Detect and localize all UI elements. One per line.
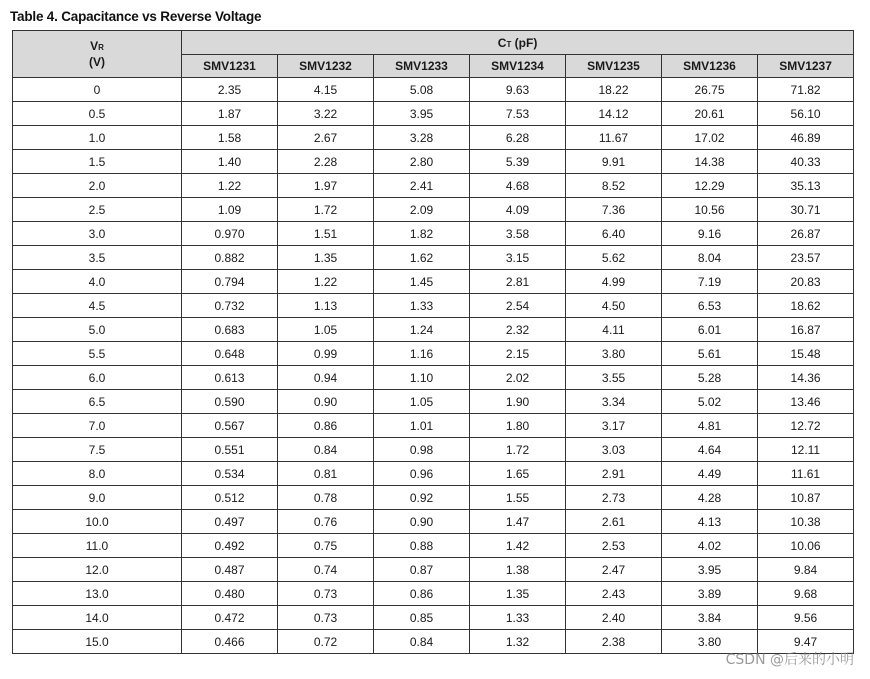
table-row <box>13 606 854 630</box>
vr-cell: 0.5 <box>13 102 182 126</box>
capacitance-cell: 1.42 <box>470 534 566 558</box>
capacitance-cell: 1.33 <box>374 294 470 318</box>
vr-cell: 5.5 <box>13 342 182 366</box>
table-row <box>13 246 854 270</box>
vr-cell: 3.5 <box>13 246 182 270</box>
capacitance-cell: 6.53 <box>662 294 758 318</box>
capacitance-cell: 7.36 <box>566 198 662 222</box>
capacitance-cell: 8.52 <box>566 174 662 198</box>
capacitance-cell: 4.68 <box>470 174 566 198</box>
capacitance-cell: 0.466 <box>182 630 278 654</box>
capacitance-cell: 0.84 <box>374 630 470 654</box>
capacitance-cell: 56.10 <box>758 102 854 126</box>
capacitance-cell: 1.62 <box>374 246 470 270</box>
capacitance-cell: 5.02 <box>662 390 758 414</box>
table-row <box>13 366 854 390</box>
capacitance-cell: 1.33 <box>470 606 566 630</box>
capacitance-cell: 1.38 <box>470 558 566 582</box>
vr-cell: 15.0 <box>13 630 182 654</box>
vr-cell: 0 <box>13 78 182 102</box>
capacitance-cell: 71.82 <box>758 78 854 102</box>
capacitance-cell: 9.84 <box>758 558 854 582</box>
capacitance-cell: 14.12 <box>566 102 662 126</box>
capacitance-cell: 1.97 <box>278 174 374 198</box>
capacitance-cell: 2.61 <box>566 510 662 534</box>
vr-cell: 1.5 <box>13 150 182 174</box>
capacitance-cell: 2.09 <box>374 198 470 222</box>
table-row <box>13 462 854 486</box>
vr-cell: 3.0 <box>13 222 182 246</box>
vr-cell: 10.0 <box>13 510 182 534</box>
capacitance-cell: 0.78 <box>278 486 374 510</box>
vr-subscript: R <box>98 42 104 52</box>
capacitance-cell: 4.49 <box>662 462 758 486</box>
column-header-smv1236: SMV1236 <box>662 55 758 78</box>
table-body <box>13 78 854 654</box>
capacitance-cell: 3.55 <box>566 366 662 390</box>
capacitance-cell: 18.62 <box>758 294 854 318</box>
capacitance-cell: 0.497 <box>182 510 278 534</box>
table-row <box>13 414 854 438</box>
capacitance-cell: 15.48 <box>758 342 854 366</box>
capacitance-cell: 0.73 <box>278 582 374 606</box>
capacitance-cell: 14.36 <box>758 366 854 390</box>
capacitance-cell: 0.551 <box>182 438 278 462</box>
capacitance-cell: 20.61 <box>662 102 758 126</box>
vr-cell: 11.0 <box>13 534 182 558</box>
capacitance-cell: 12.29 <box>662 174 758 198</box>
capacitance-cell: 14.38 <box>662 150 758 174</box>
capacitance-cell: 0.87 <box>374 558 470 582</box>
table-row <box>13 198 854 222</box>
capacitance-cell: 2.80 <box>374 150 470 174</box>
capacitance-cell: 0.472 <box>182 606 278 630</box>
capacitance-cell: 8.04 <box>662 246 758 270</box>
capacitance-cell: 1.24 <box>374 318 470 342</box>
capacitance-cell: 1.05 <box>374 390 470 414</box>
capacitance-cell: 0.487 <box>182 558 278 582</box>
capacitance-cell: 1.35 <box>470 582 566 606</box>
capacitance-cell: 1.80 <box>470 414 566 438</box>
capacitance-cell: 0.96 <box>374 462 470 486</box>
capacitance-cell: 11.67 <box>566 126 662 150</box>
capacitance-cell: 9.91 <box>566 150 662 174</box>
table-row <box>13 582 854 606</box>
capacitance-cell: 26.75 <box>662 78 758 102</box>
capacitance-cell: 3.95 <box>662 558 758 582</box>
capacitance-cell: 23.57 <box>758 246 854 270</box>
table-row <box>13 558 854 582</box>
capacitance-cell: 7.53 <box>470 102 566 126</box>
vr-cell: 5.0 <box>13 318 182 342</box>
capacitance-cell: 0.86 <box>278 414 374 438</box>
capacitance-cell: 1.82 <box>374 222 470 246</box>
capacitance-cell: 4.81 <box>662 414 758 438</box>
capacitance-cell: 1.10 <box>374 366 470 390</box>
capacitance-cell: 1.90 <box>470 390 566 414</box>
capacitance-cell: 4.11 <box>566 318 662 342</box>
capacitance-cell: 9.16 <box>662 222 758 246</box>
capacitance-cell: 0.76 <box>278 510 374 534</box>
capacitance-cell: 4.02 <box>662 534 758 558</box>
capacitance-cell: 12.11 <box>758 438 854 462</box>
capacitance-cell: 0.73 <box>278 606 374 630</box>
capacitance-cell: 3.17 <box>566 414 662 438</box>
capacitance-cell: 1.32 <box>470 630 566 654</box>
capacitance-cell: 16.87 <box>758 318 854 342</box>
table-row <box>13 342 854 366</box>
capacitance-cell: 3.28 <box>374 126 470 150</box>
table-row <box>13 222 854 246</box>
capacitance-cell: 1.45 <box>374 270 470 294</box>
vr-cell: 7.5 <box>13 438 182 462</box>
capacitance-cell: 5.28 <box>662 366 758 390</box>
capacitance-cell: 0.534 <box>182 462 278 486</box>
capacitance-cell: 2.15 <box>470 342 566 366</box>
capacitance-cell: 0.512 <box>182 486 278 510</box>
capacitance-cell: 20.83 <box>758 270 854 294</box>
vr-cell: 2.5 <box>13 198 182 222</box>
capacitance-cell: 4.15 <box>278 78 374 102</box>
ct-subscript: T <box>506 39 512 49</box>
table-row <box>13 510 854 534</box>
capacitance-cell: 6.40 <box>566 222 662 246</box>
capacitance-cell: 9.47 <box>758 630 854 654</box>
capacitance-cell: 2.41 <box>374 174 470 198</box>
capacitance-cell: 4.09 <box>470 198 566 222</box>
capacitance-cell: 3.15 <box>470 246 566 270</box>
capacitance-cell: 12.72 <box>758 414 854 438</box>
vr-cell: 2.0 <box>13 174 182 198</box>
vr-cell: 9.0 <box>13 486 182 510</box>
capacitance-cell: 5.62 <box>566 246 662 270</box>
capacitance-cell: 0.92 <box>374 486 470 510</box>
capacitance-cell: 4.28 <box>662 486 758 510</box>
capacitance-cell: 0.683 <box>182 318 278 342</box>
capacitance-cell: 1.72 <box>470 438 566 462</box>
capacitance-cell: 0.970 <box>182 222 278 246</box>
capacitance-cell: 10.06 <box>758 534 854 558</box>
vr-cell: 7.0 <box>13 414 182 438</box>
capacitance-cell: 4.13 <box>662 510 758 534</box>
table-row <box>13 102 854 126</box>
table-title: Table 4. Capacitance vs Reverse Voltage <box>10 9 262 24</box>
header-row-group <box>13 31 854 55</box>
capacitance-cell: 0.882 <box>182 246 278 270</box>
table-row <box>13 270 854 294</box>
capacitance-cell: 9.68 <box>758 582 854 606</box>
capacitance-cell: 5.61 <box>662 342 758 366</box>
capacitance-cell: 18.22 <box>566 78 662 102</box>
capacitance-cell: 10.87 <box>758 486 854 510</box>
table-row <box>13 486 854 510</box>
column-header-smv1233: SMV1233 <box>374 55 470 78</box>
capacitance-cell: 1.40 <box>182 150 278 174</box>
column-header-smv1237: SMV1237 <box>758 55 854 78</box>
capacitance-cell: 2.35 <box>182 78 278 102</box>
capacitance-cell: 46.89 <box>758 126 854 150</box>
capacitance-cell: 2.81 <box>470 270 566 294</box>
capacitance-cell: 6.01 <box>662 318 758 342</box>
capacitance-cell: 2.47 <box>566 558 662 582</box>
vr-cell: 8.0 <box>13 462 182 486</box>
capacitance-cell: 0.94 <box>278 366 374 390</box>
capacitance-cell: 0.613 <box>182 366 278 390</box>
capacitance-cell: 1.65 <box>470 462 566 486</box>
capacitance-cell: 0.492 <box>182 534 278 558</box>
capacitance-cell: 7.19 <box>662 270 758 294</box>
capacitance-cell: 35.13 <box>758 174 854 198</box>
capacitance-cell: 0.88 <box>374 534 470 558</box>
capacitance-cell: 2.53 <box>566 534 662 558</box>
capacitance-cell: 17.02 <box>662 126 758 150</box>
capacitance-cell: 1.16 <box>374 342 470 366</box>
vr-cell: 1.0 <box>13 126 182 150</box>
capacitance-cell: 0.794 <box>182 270 278 294</box>
table-row <box>13 78 854 102</box>
capacitance-cell: 9.56 <box>758 606 854 630</box>
capacitance-cell: 2.54 <box>470 294 566 318</box>
capacitance-cell: 1.47 <box>470 510 566 534</box>
capacitance-table <box>12 30 854 654</box>
vr-unit: (V) <box>89 54 105 69</box>
capacitance-cell: 1.13 <box>278 294 374 318</box>
column-header-smv1231: SMV1231 <box>182 55 278 78</box>
capacitance-cell: 26.87 <box>758 222 854 246</box>
capacitance-cell: 0.480 <box>182 582 278 606</box>
capacitance-cell: 0.85 <box>374 606 470 630</box>
capacitance-cell: 0.98 <box>374 438 470 462</box>
capacitance-cell: 4.50 <box>566 294 662 318</box>
capacitance-cell: 1.35 <box>278 246 374 270</box>
capacitance-cell: 9.63 <box>470 78 566 102</box>
table-row <box>13 390 854 414</box>
capacitance-cell: 2.73 <box>566 486 662 510</box>
capacitance-cell: 2.32 <box>470 318 566 342</box>
ct-symbol: C <box>497 35 507 50</box>
vr-cell: 4.0 <box>13 270 182 294</box>
capacitance-cell: 1.22 <box>278 270 374 294</box>
capacitance-cell: 3.95 <box>374 102 470 126</box>
capacitance-cell: 10.38 <box>758 510 854 534</box>
column-header-smv1234: SMV1234 <box>470 55 566 78</box>
capacitance-cell: 0.90 <box>278 390 374 414</box>
table-row <box>13 126 854 150</box>
capacitance-cell: 2.02 <box>470 366 566 390</box>
capacitance-cell: 3.34 <box>566 390 662 414</box>
vr-column-header <box>13 31 182 78</box>
table-row <box>13 318 854 342</box>
capacitance-cell: 3.84 <box>662 606 758 630</box>
capacitance-cell: 0.81 <box>278 462 374 486</box>
capacitance-cell: 3.80 <box>662 630 758 654</box>
capacitance-cell: 0.74 <box>278 558 374 582</box>
capacitance-cell: 2.28 <box>278 150 374 174</box>
capacitance-cell: 0.86 <box>374 582 470 606</box>
ct-unit: (pF) <box>511 35 538 50</box>
capacitance-cell: 10.56 <box>662 198 758 222</box>
ct-group-header <box>182 31 854 55</box>
capacitance-cell: 11.61 <box>758 462 854 486</box>
capacitance-cell: 3.58 <box>470 222 566 246</box>
capacitance-cell: 3.22 <box>278 102 374 126</box>
capacitance-cell: 5.08 <box>374 78 470 102</box>
capacitance-cell: 1.55 <box>470 486 566 510</box>
column-header-smv1232: SMV1232 <box>278 55 374 78</box>
capacitance-cell: 1.05 <box>278 318 374 342</box>
capacitance-cell: 0.72 <box>278 630 374 654</box>
vr-cell: 6.5 <box>13 390 182 414</box>
capacitance-cell: 2.40 <box>566 606 662 630</box>
capacitance-cell: 4.99 <box>566 270 662 294</box>
capacitance-cell: 1.58 <box>182 126 278 150</box>
vr-symbol: V <box>90 38 99 53</box>
table-row <box>13 174 854 198</box>
column-header-smv1235: SMV1235 <box>566 55 662 78</box>
capacitance-cell: 4.64 <box>662 438 758 462</box>
capacitance-cell: 1.72 <box>278 198 374 222</box>
capacitance-cell: 1.01 <box>374 414 470 438</box>
capacitance-cell: 2.67 <box>278 126 374 150</box>
vr-cell: 6.0 <box>13 366 182 390</box>
capacitance-cell: 2.38 <box>566 630 662 654</box>
capacitance-cell: 1.51 <box>278 222 374 246</box>
capacitance-cell: 3.03 <box>566 438 662 462</box>
vr-cell: 12.0 <box>13 558 182 582</box>
table-row <box>13 534 854 558</box>
capacitance-cell: 13.46 <box>758 390 854 414</box>
capacitance-cell: 40.33 <box>758 150 854 174</box>
vr-cell: 14.0 <box>13 606 182 630</box>
capacitance-cell: 1.09 <box>182 198 278 222</box>
table-row <box>13 150 854 174</box>
capacitance-cell: 3.89 <box>662 582 758 606</box>
capacitance-cell: 3.80 <box>566 342 662 366</box>
vr-cell: 13.0 <box>13 582 182 606</box>
capacitance-cell: 0.648 <box>182 342 278 366</box>
capacitance-cell: 1.87 <box>182 102 278 126</box>
capacitance-cell: 6.28 <box>470 126 566 150</box>
capacitance-cell: 2.43 <box>566 582 662 606</box>
capacitance-cell: 0.90 <box>374 510 470 534</box>
vr-cell: 4.5 <box>13 294 182 318</box>
capacitance-cell: 0.84 <box>278 438 374 462</box>
capacitance-cell: 0.567 <box>182 414 278 438</box>
capacitance-cell: 5.39 <box>470 150 566 174</box>
capacitance-cell: 30.71 <box>758 198 854 222</box>
capacitance-cell: 0.590 <box>182 390 278 414</box>
capacitance-cell: 1.22 <box>182 174 278 198</box>
table-row <box>13 438 854 462</box>
watermark: CSDN @后来的小明 <box>725 652 854 668</box>
table-row <box>13 294 854 318</box>
capacitance-cell: 2.91 <box>566 462 662 486</box>
capacitance-cell: 0.732 <box>182 294 278 318</box>
capacitance-cell: 0.75 <box>278 534 374 558</box>
capacitance-cell: 0.99 <box>278 342 374 366</box>
